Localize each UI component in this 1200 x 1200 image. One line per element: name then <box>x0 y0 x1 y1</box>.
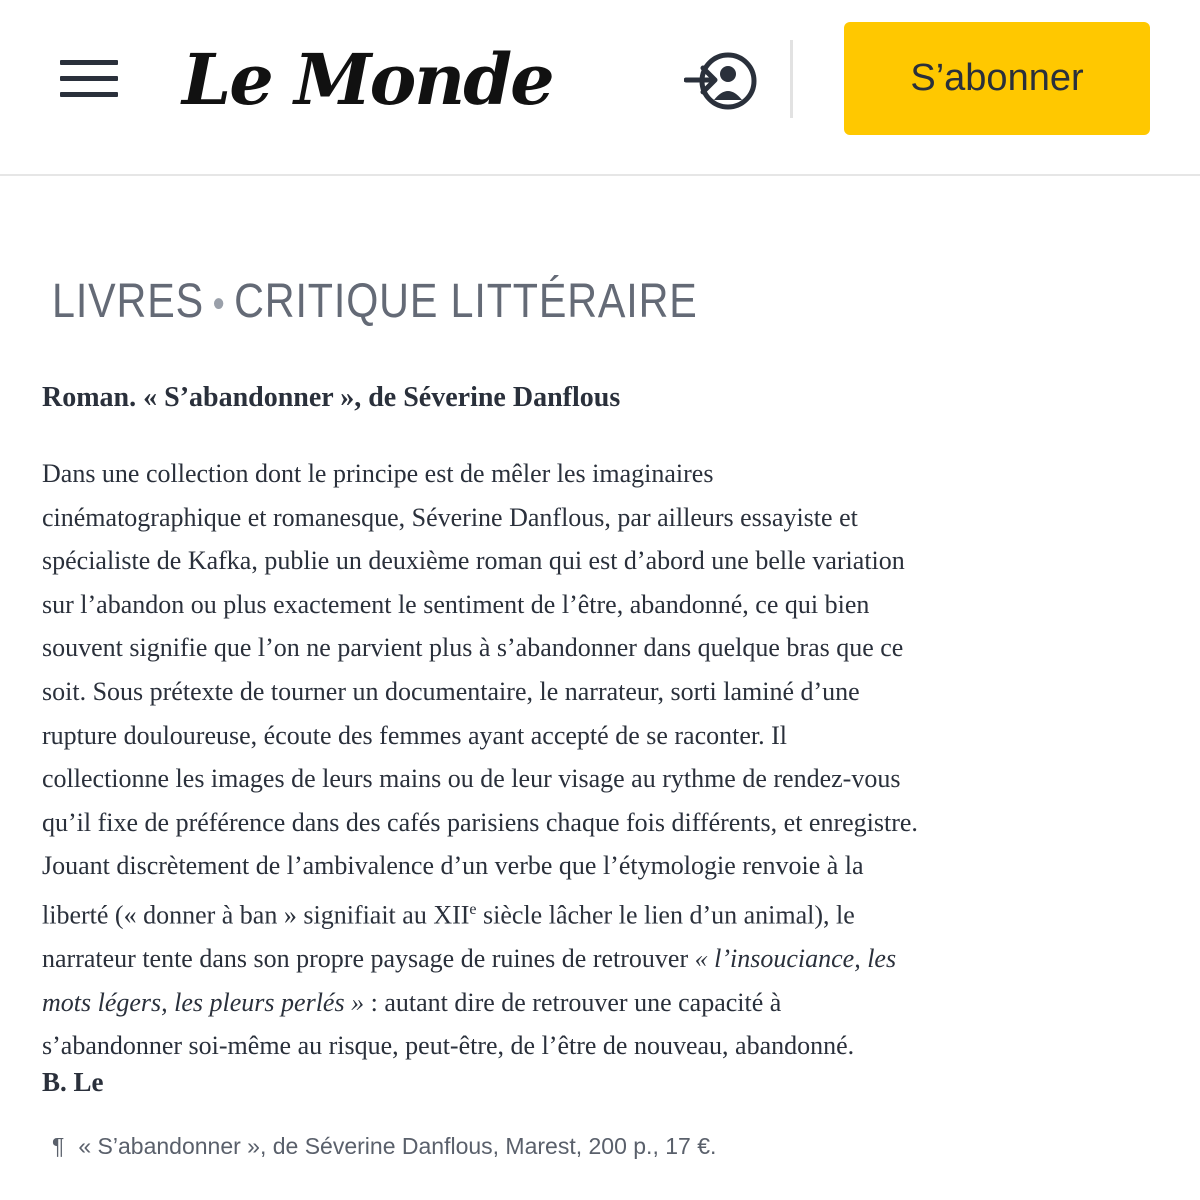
body-line: sur l’abandon ou plus exactement le sentiment de l’être, abandonné, ce qui bien <box>42 589 870 619</box>
article-title: Roman. « S’abandonner », de Séverine Danflous <box>42 382 621 413</box>
kicker-section-link[interactable]: LIVRES <box>52 275 205 328</box>
body-line: soit. Sous prétexte de tourner un documentaire, le narrateur, sorti laminé d’une <box>42 676 860 706</box>
body-fragment: siècle lâcher le lien d’un animal), le <box>476 900 855 930</box>
book-reference <box>52 1128 1152 1164</box>
body-line <box>42 937 1162 981</box>
article-author: B. Le <box>42 1067 104 1097</box>
quote-fragment: mots légers, les pleurs perlés » <box>42 987 365 1017</box>
body-line <box>42 981 1162 1025</box>
body-line: Dans une collection dont le principe est de mêler les imaginaires <box>42 459 714 488</box>
body-line: collectionne les images de leurs mains ou de leur visage au rythme de rendez-vous <box>42 764 901 794</box>
le-monde-logo[interactable] <box>182 36 553 124</box>
article-kicker <box>52 270 826 334</box>
kicker-subsection-link[interactable]: CRITIQUE LITTÉRAIRE <box>234 275 698 328</box>
article-body <box>42 452 1162 1068</box>
login-user-icon[interactable] <box>684 50 760 112</box>
superscript-e: e <box>469 900 477 918</box>
body-line: souvent signifie que l’on ne parvient plus à s’abandonner dans quelque bras que ce <box>42 633 904 663</box>
body-line: spécialiste de Kafka, publie un deuxième roman qui est d’abord une belle variation <box>42 546 905 576</box>
body-line: Jouant discrètement de l’ambivalence d’un verbe que l’étymologie renvoie à la <box>42 851 864 881</box>
body-fragment: : autant dire de retrouver une capacité à <box>364 987 782 1017</box>
body-line <box>42 888 1162 937</box>
book-reference-text: « S’abandonner », de Séverine Danflous, Marest, 200 p., 17 €. <box>78 1133 717 1159</box>
body-line: rupture douloureuse, écoute des femmes ayant accepté de se raconter. Il <box>42 720 787 750</box>
kicker-separator: • <box>212 282 226 326</box>
body-line: cinématographique et romanesque, Séverine Danflous, par ailleurs essayiste et <box>42 502 858 532</box>
hamburger-menu-icon[interactable] <box>60 58 120 100</box>
subscribe-button[interactable]: S’abonner <box>844 22 1150 135</box>
body-fragment: narrateur tente dans son propre paysage de ruines de retrouver <box>42 944 695 974</box>
logo-text: Le Monde <box>182 38 553 121</box>
header-divider <box>790 40 793 118</box>
site-header <box>0 0 1200 176</box>
body-line: s’abandonner soi-même au risque, peut-être, de l’être de nouveau, abandonné. <box>42 1031 855 1061</box>
pilcrow-icon: ¶ <box>52 1133 65 1159</box>
body-line: qu’il fixe de préférence dans des cafés parisiens chaque fois différents, et enregistre. <box>42 807 918 837</box>
body-fragment: liberté (« donner à ban » signifiait au XII <box>42 900 470 930</box>
quote-fragment: « l’insouciance, les <box>694 944 897 974</box>
